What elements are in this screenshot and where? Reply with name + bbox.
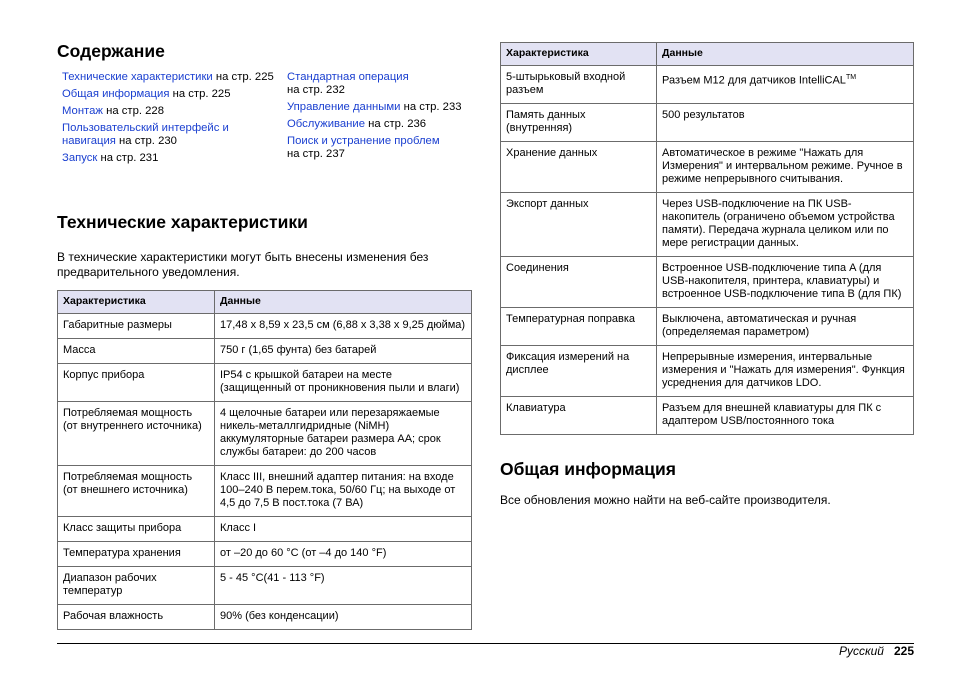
specs-table	[57, 290, 472, 630]
spec-value: от –20 до 60 °C (от –4 до 140 °F)	[215, 542, 472, 567]
spec-value: Через USB-подключение на ПК USB-накопитель (ограничено объемом устройства памяти). Передача журнала целиком или по мере регистрации данных.	[657, 193, 914, 257]
toc-entry[interactable]	[62, 88, 282, 101]
toc-link[interactable]: Общая информация	[62, 88, 170, 100]
toc-link[interactable]: Пользовательский интерфейс и навигация	[62, 122, 229, 147]
table-row	[501, 397, 914, 435]
spec-value: Класс I	[215, 517, 472, 542]
spec-value: Непрерывные измерения, интервальные измерения и "Нажать для измерения". Функция усреднения для датчиков LDO.	[657, 346, 914, 397]
right-column	[500, 42, 914, 508]
toc-link[interactable]: Технические характеристики	[62, 71, 213, 83]
toc-entry[interactable]	[287, 71, 477, 97]
spec-name: Температурная поправка	[501, 308, 657, 346]
table-row	[501, 104, 914, 142]
spec-value-cell	[657, 66, 914, 104]
spec-value: 90% (без конденсации)	[215, 605, 472, 630]
toc-column-left	[62, 71, 282, 169]
spec-name: Экспорт данных	[501, 193, 657, 257]
spec-value: 17,48 x 8,59 x 23,5 см (6,88 x 3,38 x 9,25 дюйма)	[215, 314, 472, 339]
toc-page: на стр. 232	[287, 84, 345, 96]
spec-name: Потребляемая мощность (от внешнего источника)	[58, 466, 215, 517]
toc-entry[interactable]	[62, 122, 282, 148]
header-data: Данные	[215, 291, 472, 314]
spec-name: Соединения	[501, 257, 657, 308]
spec-name: Клавиатура	[501, 397, 657, 435]
spec-name: Класс защиты прибора	[58, 517, 215, 542]
table-header-row	[58, 291, 472, 314]
specs-intro: В технические характеристики могут быть внесены изменения без предварительного уведомления.	[57, 250, 429, 279]
toc-link[interactable]: Обслуживание	[287, 118, 366, 130]
table-row	[58, 364, 472, 402]
toc-link[interactable]: Управление данными	[287, 101, 401, 113]
page-number: 225	[893, 644, 914, 658]
table-row	[501, 308, 914, 346]
toc-page: на стр. 225	[169, 88, 231, 100]
spec-value: Разъем для внешней клавиатуры для ПК с адаптером USB/постоянного тока	[657, 397, 914, 435]
toc-entry[interactable]	[62, 71, 282, 84]
table-row	[501, 193, 914, 257]
spec-name: Масса	[58, 339, 215, 364]
spec-value: Автоматическое в режиме "Нажать для Измерения" и интервальном режиме. Ручное в режиме непрерывного считывания.	[657, 142, 914, 193]
spec-value: 500 результатов	[657, 104, 914, 142]
spec-name: Рабочая влажность	[58, 605, 215, 630]
header-characteristic: Характеристика	[58, 291, 215, 314]
toc-entry[interactable]	[287, 118, 477, 131]
spec-value: Разъем M12 для датчиков IntelliCAL	[662, 74, 846, 87]
toc-page: на стр. 237	[287, 148, 345, 160]
header-characteristic: Характеристика	[501, 43, 657, 66]
table-of-contents	[57, 71, 472, 171]
toc-page: на стр. 225	[212, 71, 274, 83]
footer-rule	[57, 643, 914, 644]
table-row	[501, 142, 914, 193]
spec-name: Корпус прибора	[58, 364, 215, 402]
toc-link[interactable]: Поиск и устранение проблем	[287, 135, 440, 147]
table-row	[58, 542, 472, 567]
table-row	[501, 257, 914, 308]
toc-entry[interactable]	[287, 135, 477, 161]
spec-name: Хранение данных	[501, 142, 657, 193]
table-header-row	[501, 43, 914, 66]
general-title: Общая информация	[500, 459, 676, 479]
table-row	[58, 567, 472, 605]
toc-entry[interactable]	[62, 152, 282, 165]
toc-link[interactable]: Стандартная операция	[287, 71, 409, 83]
spec-value: Встроенное USB-подключение типа A (для USB-накопителя, принтера, клавиатуры) и встроенное USB-подключение типа B (для ПК)	[657, 257, 914, 308]
table-row	[58, 402, 472, 466]
table-row	[501, 346, 914, 397]
trademark-sup: TM	[845, 74, 857, 81]
table-row	[58, 314, 472, 339]
left-column	[57, 40, 472, 630]
toc-entry[interactable]	[62, 105, 282, 118]
spec-name: Диапазон рабочих температур	[58, 567, 215, 605]
general-text: Все обновления можно найти на веб-сайте производителя.	[500, 493, 831, 507]
spec-name: Фиксация измерений на дисплее	[501, 346, 657, 397]
footer-language: Русский	[838, 644, 884, 658]
spec-name: Память данных (внутренняя)	[501, 104, 657, 142]
spec-name: Габаритные размеры	[58, 314, 215, 339]
specs-table-continued	[500, 42, 914, 435]
spec-name: 5-штырьковый входной разъем	[501, 66, 657, 104]
specs-title: Технические характеристики	[57, 212, 308, 232]
spec-value: 5 - 45 °C(41 - 113 °F)	[215, 567, 472, 605]
spec-value: Выключена, автоматическая и ручная (определяемая параметром)	[657, 308, 914, 346]
toc-page: на стр. 230	[115, 135, 177, 147]
table-row	[58, 605, 472, 630]
spec-value: 750 г (1,65 фунта) без батарей	[215, 339, 472, 364]
toc-page: на стр. 236	[365, 118, 427, 130]
spec-value: 4 щелочные батареи или перезаряжаемые никель-металлгидридные (NiMH) аккумуляторные батареи размера AA; срок службы батареи: до 200 часов	[215, 402, 472, 466]
toc-entry[interactable]	[287, 101, 477, 114]
toc-column-right	[287, 71, 477, 165]
header-data: Данные	[657, 43, 914, 66]
table-row	[58, 339, 472, 364]
page-footer	[839, 644, 914, 658]
toc-page: на стр. 231	[97, 152, 159, 164]
spec-value: IP54 с крышкой батареи на месте (защищенный от проникновения пыли и влаги)	[215, 364, 472, 402]
contents-title: Содержание	[57, 41, 165, 61]
toc-page: на стр. 233	[400, 101, 462, 113]
toc-link[interactable]: Монтаж	[62, 105, 103, 117]
table-row	[501, 66, 914, 104]
table-row	[58, 517, 472, 542]
toc-link[interactable]: Запуск	[62, 152, 98, 164]
spec-name: Потребляемая мощность (от внутреннего источника)	[58, 402, 215, 466]
table-row	[58, 466, 472, 517]
toc-page: на стр. 228	[102, 105, 164, 117]
spec-value: Класс III, внешний адаптер питания: на входе 100–240 В перем.тока, 50/60 Гц; на выходе от 4,5 до 7,5 В пост.тока (7 ВА)	[215, 466, 472, 517]
spec-name: Температура хранения	[58, 542, 215, 567]
